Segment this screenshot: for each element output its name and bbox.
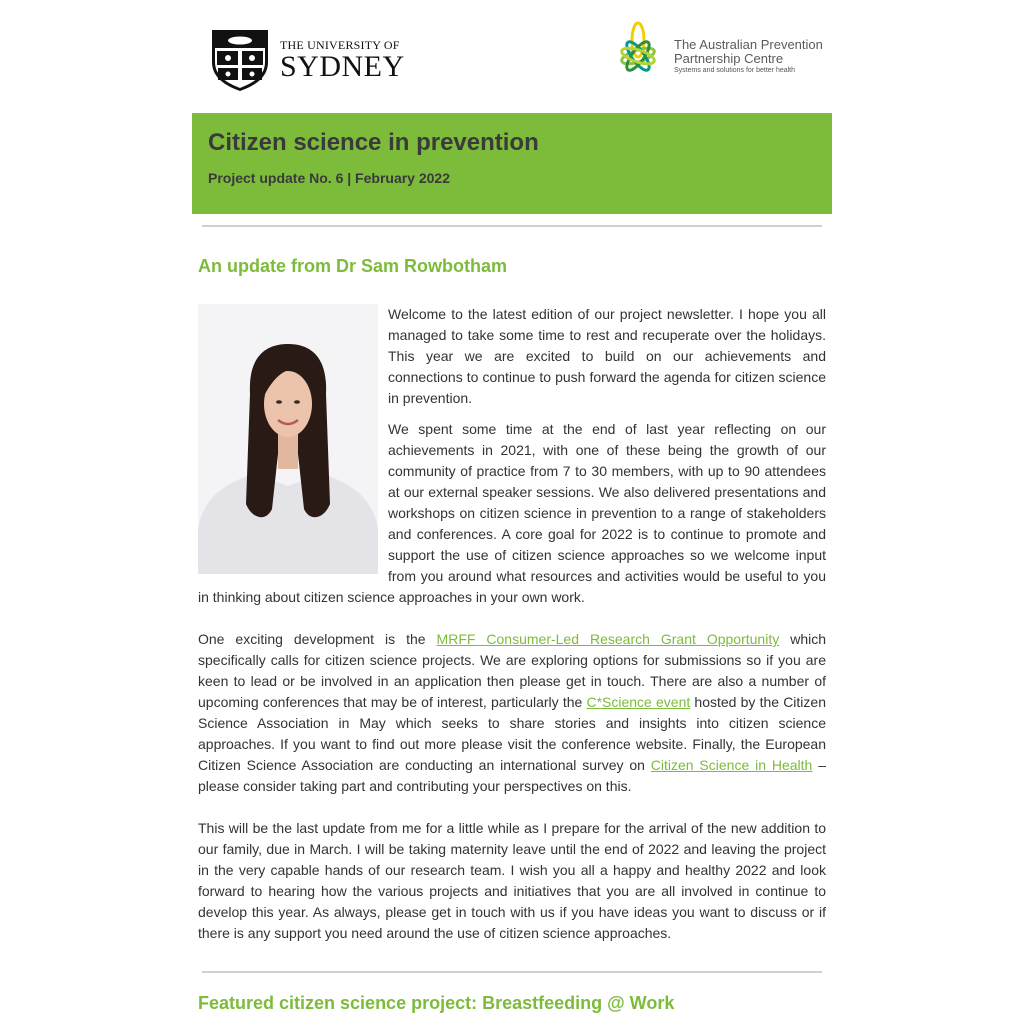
- newsletter-subtitle: Project update No. 6 | February 2022: [208, 170, 450, 186]
- usyd-wordmark-big: SYDNEY: [280, 49, 405, 83]
- tapp-name-line1: The Australian Prevention: [674, 37, 823, 52]
- paragraph-opportunities: [198, 629, 826, 797]
- tapp-tagline: Systems and solutions for better health: [674, 67, 796, 74]
- update-section: [192, 256, 832, 944]
- tapp-logo[interactable]: [606, 20, 823, 92]
- paragraph-maternity-leave: This will be the last update from me for a little while as I prepare for the arrival of the new addition to our family, due in March. I will be taking maternity leave until the end of 2022 and leaving the project in the very capable hands of our research team. I wish you all a happy and healthy 2022 and look forward to hearing how the various projects and initiatives that you are all involved in continue to develop this year. As always, please get in touch with us if you have ideas you want to discuss or if there is any support you need around the use of citizen science approaches.: [198, 820, 826, 941]
- paragraph-text: One exciting development is the: [198, 631, 437, 647]
- tapp-name-line2: Partnership Centre: [674, 51, 784, 66]
- author-photo: [198, 304, 378, 574]
- paragraph-text: hosted by the Citizen Science Association in May which seeks to share stories and insights into citizen science approaches. If you want to find out more please visit the conference website. Finally, the European Citizen Science Association are conducting an international survey on: [198, 694, 826, 773]
- featured-project-heading: Featured citizen science project: Breastfeeding @ Work: [198, 993, 675, 1013]
- usyd-crest-icon: [210, 28, 270, 92]
- newsletter: [192, 0, 832, 1014]
- divider: [202, 971, 822, 973]
- university-of-sydney-logo[interactable]: [210, 28, 405, 92]
- paragraph-text: – please consider taking part and contributing your perspectives on this.: [198, 757, 826, 794]
- tapp-flower-icon: [606, 20, 670, 92]
- cscience-event-link[interactable]: C*Science event: [586, 694, 691, 710]
- paragraph-text: which specifically calls for citizen science projects. We are exploring options for submissions so if you are keen to lead or be involved in an application then please get in touch. There are also a number of upcoming conferences that may be of interest, particularly the: [198, 631, 827, 710]
- newsletter-banner: [192, 113, 832, 214]
- newsletter-title: Citizen science in prevention: [208, 129, 539, 156]
- divider: [202, 225, 822, 227]
- paragraph-welcome: Welcome to the latest edition of our project newsletter. I hope you all managed to take some time to rest and recuperate over the holidays. This year we are excited to build on our achievements and connections to continue to push forward the agenda for citizen science in prevention.: [388, 306, 826, 406]
- usyd-wordmark-small: THE UNIVERSITY OF: [280, 37, 400, 52]
- citizen-science-in-health-link[interactable]: Citizen Science in Health: [650, 757, 813, 773]
- section-heading: An update from Dr Sam Rowbotham: [198, 256, 508, 276]
- paragraph-achievements: We spent some time at the end of last year reflecting on our achievements in 2021, with one of these being the growth of our community of practice from 7 to 30 members, with up to 90 attendees at our external speaker sessions. We also delivered presentations and workshops on citizen science in prevention to a range of stakeholders and conferences. A core goal for 2022 is to continue to promote and support the use of citizen science approaches so we welcome input from you around what resources and activities would be useful to you in thinking about citizen science approaches in your own work.: [198, 421, 826, 605]
- featured-section: [192, 993, 832, 1014]
- mrff-grant-link[interactable]: MRFF Consumer-Led Research Grant Opportunity: [436, 631, 780, 647]
- logo-bar: [192, 0, 832, 113]
